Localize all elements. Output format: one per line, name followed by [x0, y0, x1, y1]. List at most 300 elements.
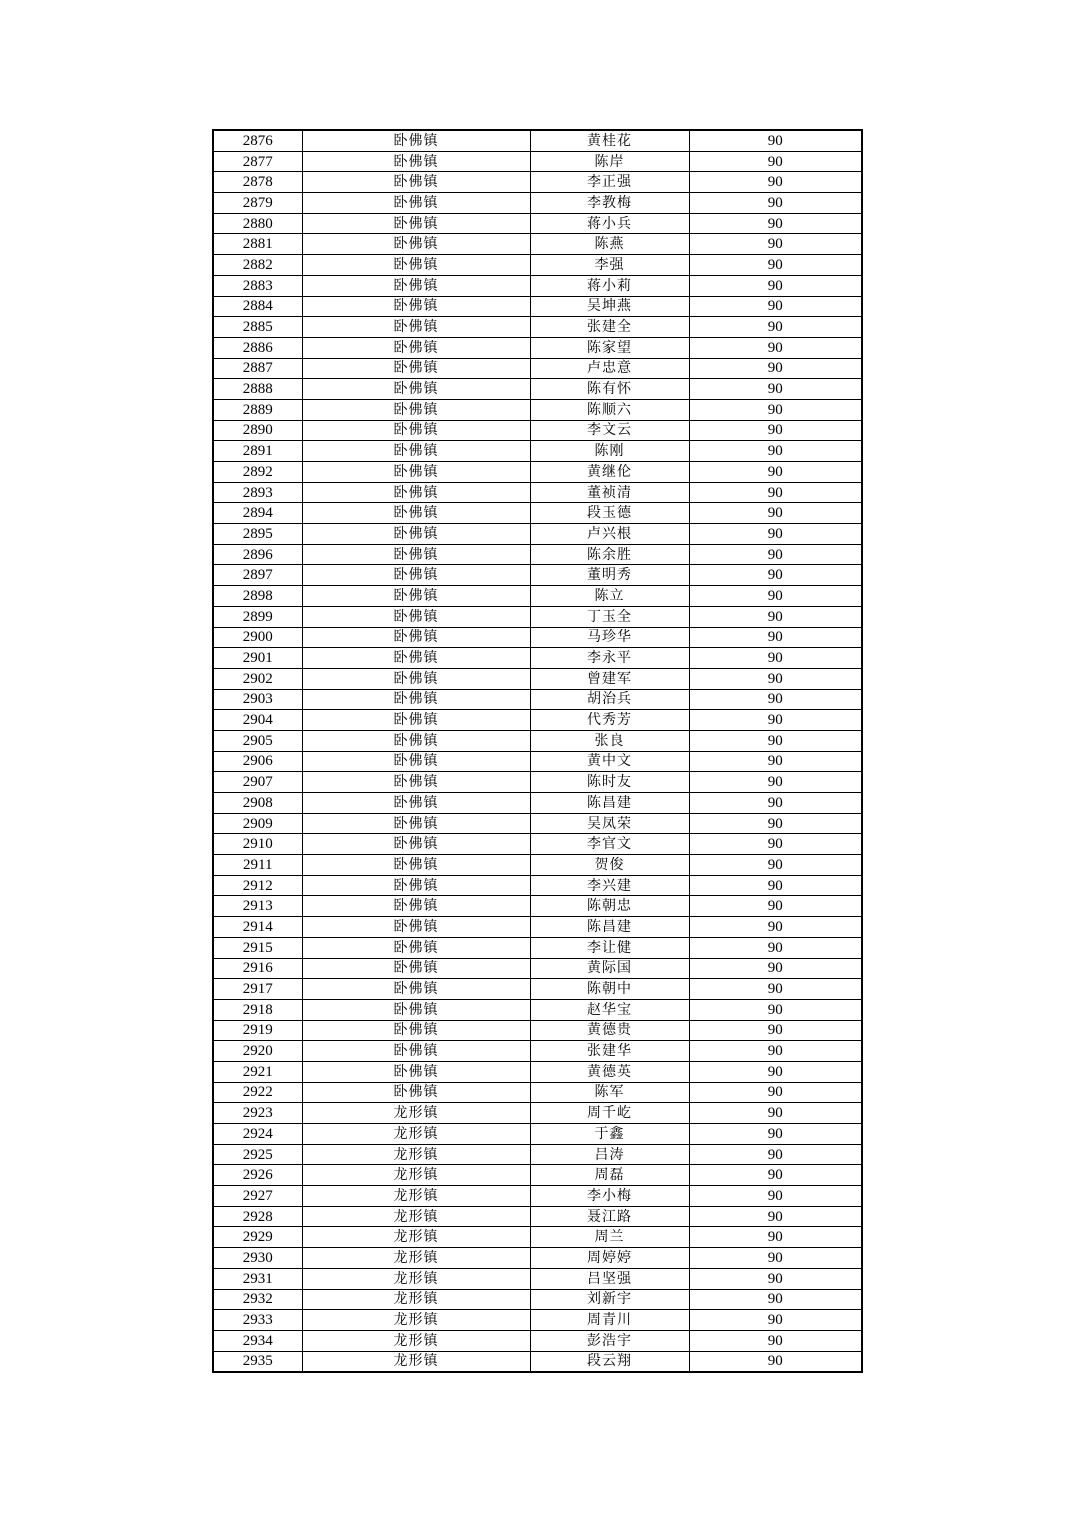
name-cell: 刘新宇 — [530, 1289, 689, 1310]
score-cell: 90 — [689, 379, 862, 400]
score-cell: 90 — [689, 1082, 862, 1103]
name-cell: 李兴建 — [530, 875, 689, 896]
table-row — [213, 441, 862, 462]
row-number-cell: 2876 — [213, 130, 302, 151]
table-row — [213, 937, 862, 958]
name-cell: 黄德贵 — [530, 1020, 689, 1041]
town-cell: 龙形镇 — [302, 1351, 530, 1372]
row-number-cell: 2894 — [213, 503, 302, 524]
table-row — [213, 1103, 862, 1124]
name-cell: 于鑫 — [530, 1124, 689, 1145]
table-row — [213, 358, 862, 379]
name-cell: 张良 — [530, 730, 689, 751]
name-cell: 段玉德 — [530, 503, 689, 524]
town-cell: 卧佛镇 — [302, 979, 530, 1000]
name-cell: 黄中文 — [530, 751, 689, 772]
town-cell: 卧佛镇 — [302, 813, 530, 834]
row-number-cell: 2906 — [213, 751, 302, 772]
name-cell: 周千屹 — [530, 1103, 689, 1124]
row-number-cell: 2923 — [213, 1103, 302, 1124]
row-number-cell: 2914 — [213, 917, 302, 938]
score-cell: 90 — [689, 255, 862, 276]
row-number-cell: 2880 — [213, 213, 302, 234]
name-cell: 周兰 — [530, 1227, 689, 1248]
score-cell: 90 — [689, 1248, 862, 1269]
table-row — [213, 337, 862, 358]
name-cell: 周磊 — [530, 1165, 689, 1186]
row-number-cell: 2930 — [213, 1248, 302, 1269]
name-cell: 陈朝忠 — [530, 896, 689, 917]
name-cell: 彭浩宇 — [530, 1330, 689, 1351]
name-cell: 胡治兵 — [530, 689, 689, 710]
name-cell: 李正强 — [530, 172, 689, 193]
town-cell: 卧佛镇 — [302, 503, 530, 524]
town-cell: 卧佛镇 — [302, 710, 530, 731]
name-cell: 陈岸 — [530, 151, 689, 172]
score-cell: 90 — [689, 1268, 862, 1289]
table-row — [213, 875, 862, 896]
town-cell: 卧佛镇 — [302, 130, 530, 151]
town-cell: 卧佛镇 — [302, 255, 530, 276]
score-cell: 90 — [689, 710, 862, 731]
row-number-cell: 2877 — [213, 151, 302, 172]
row-number-cell: 2881 — [213, 234, 302, 255]
score-cell: 90 — [689, 482, 862, 503]
row-number-cell: 2886 — [213, 337, 302, 358]
table-row — [213, 172, 862, 193]
town-cell: 卧佛镇 — [302, 275, 530, 296]
score-cell: 90 — [689, 689, 862, 710]
row-number-cell: 2887 — [213, 358, 302, 379]
row-number-cell: 2905 — [213, 730, 302, 751]
score-cell: 90 — [689, 999, 862, 1020]
score-cell: 90 — [689, 958, 862, 979]
town-cell: 卧佛镇 — [302, 627, 530, 648]
table-row — [213, 751, 862, 772]
table-row — [213, 999, 862, 1020]
row-number-cell: 2898 — [213, 586, 302, 607]
name-cell: 陈顺六 — [530, 399, 689, 420]
row-number-cell: 2932 — [213, 1289, 302, 1310]
row-number-cell: 2929 — [213, 1227, 302, 1248]
row-number-cell: 2933 — [213, 1310, 302, 1331]
name-cell: 蒋小兵 — [530, 213, 689, 234]
row-number-cell: 2922 — [213, 1082, 302, 1103]
town-cell: 卧佛镇 — [302, 668, 530, 689]
table-row — [213, 1082, 862, 1103]
town-cell: 卧佛镇 — [302, 730, 530, 751]
name-cell: 张建华 — [530, 1041, 689, 1062]
row-number-cell: 2888 — [213, 379, 302, 400]
row-number-cell: 2909 — [213, 813, 302, 834]
town-cell: 卧佛镇 — [302, 193, 530, 214]
roster-table-body — [213, 130, 862, 1372]
town-cell: 卧佛镇 — [302, 834, 530, 855]
row-number-cell: 2889 — [213, 399, 302, 420]
town-cell: 卧佛镇 — [302, 317, 530, 338]
name-cell: 卢兴根 — [530, 524, 689, 545]
name-cell: 李让健 — [530, 937, 689, 958]
town-cell: 卧佛镇 — [302, 855, 530, 876]
row-number-cell: 2896 — [213, 544, 302, 565]
row-number-cell: 2921 — [213, 1061, 302, 1082]
score-cell: 90 — [689, 1103, 862, 1124]
town-cell: 卧佛镇 — [302, 648, 530, 669]
name-cell: 李永平 — [530, 648, 689, 669]
score-cell: 90 — [689, 1041, 862, 1062]
name-cell: 吕涛 — [530, 1144, 689, 1165]
row-number-cell: 2926 — [213, 1165, 302, 1186]
table-row — [213, 586, 862, 607]
score-cell: 90 — [689, 1289, 862, 1310]
score-cell: 90 — [689, 813, 862, 834]
score-cell: 90 — [689, 896, 862, 917]
town-cell: 卧佛镇 — [302, 1020, 530, 1041]
town-cell: 卧佛镇 — [302, 586, 530, 607]
name-cell: 董明秀 — [530, 565, 689, 586]
table-row — [213, 1248, 862, 1269]
name-cell: 李教梅 — [530, 193, 689, 214]
name-cell: 贺俊 — [530, 855, 689, 876]
town-cell: 龙形镇 — [302, 1268, 530, 1289]
town-cell: 龙形镇 — [302, 1206, 530, 1227]
table-row — [213, 1310, 862, 1331]
table-row — [213, 1206, 862, 1227]
row-number-cell: 2928 — [213, 1206, 302, 1227]
table-row — [213, 462, 862, 483]
table-row — [213, 772, 862, 793]
table-row — [213, 296, 862, 317]
row-number-cell: 2913 — [213, 896, 302, 917]
name-cell: 黄德英 — [530, 1061, 689, 1082]
name-cell: 张建全 — [530, 317, 689, 338]
table-row — [213, 793, 862, 814]
name-cell: 李文云 — [530, 420, 689, 441]
name-cell: 董祯清 — [530, 482, 689, 503]
table-row — [213, 275, 862, 296]
town-cell: 卧佛镇 — [302, 689, 530, 710]
score-cell: 90 — [689, 275, 862, 296]
score-cell: 90 — [689, 751, 862, 772]
town-cell: 卧佛镇 — [302, 482, 530, 503]
score-cell: 90 — [689, 462, 862, 483]
score-cell: 90 — [689, 1351, 862, 1372]
town-cell: 龙形镇 — [302, 1103, 530, 1124]
score-cell: 90 — [689, 668, 862, 689]
score-cell: 90 — [689, 524, 862, 545]
town-cell: 卧佛镇 — [302, 917, 530, 938]
name-cell: 吴坤燕 — [530, 296, 689, 317]
town-cell: 卧佛镇 — [302, 606, 530, 627]
table-row — [213, 255, 862, 276]
name-cell: 陈刚 — [530, 441, 689, 462]
town-cell: 卧佛镇 — [302, 999, 530, 1020]
row-number-cell: 2900 — [213, 627, 302, 648]
score-cell: 90 — [689, 317, 862, 338]
table-row — [213, 979, 862, 1000]
town-cell: 龙形镇 — [302, 1330, 530, 1351]
table-row — [213, 958, 862, 979]
score-cell: 90 — [689, 1310, 862, 1331]
roster-table — [212, 129, 863, 1373]
score-cell: 90 — [689, 855, 862, 876]
table-row — [213, 1227, 862, 1248]
table-row — [213, 896, 862, 917]
town-cell: 卧佛镇 — [302, 1082, 530, 1103]
table-row — [213, 1330, 862, 1351]
name-cell: 李官文 — [530, 834, 689, 855]
town-cell: 龙形镇 — [302, 1289, 530, 1310]
row-number-cell: 2879 — [213, 193, 302, 214]
row-number-cell: 2917 — [213, 979, 302, 1000]
name-cell: 蒋小莉 — [530, 275, 689, 296]
score-cell: 90 — [689, 337, 862, 358]
table-row — [213, 317, 862, 338]
row-number-cell: 2910 — [213, 834, 302, 855]
row-number-cell: 2912 — [213, 875, 302, 896]
name-cell: 陈家望 — [530, 337, 689, 358]
town-cell: 卧佛镇 — [302, 296, 530, 317]
score-cell: 90 — [689, 1330, 862, 1351]
score-cell: 90 — [689, 834, 862, 855]
table-row — [213, 544, 862, 565]
town-cell: 龙形镇 — [302, 1165, 530, 1186]
town-cell: 卧佛镇 — [302, 1061, 530, 1082]
name-cell: 周青川 — [530, 1310, 689, 1331]
score-cell: 90 — [689, 1227, 862, 1248]
row-number-cell: 2925 — [213, 1144, 302, 1165]
name-cell: 周婷婷 — [530, 1248, 689, 1269]
row-number-cell: 2895 — [213, 524, 302, 545]
row-number-cell: 2903 — [213, 689, 302, 710]
row-number-cell: 2885 — [213, 317, 302, 338]
table-row — [213, 1289, 862, 1310]
score-cell: 90 — [689, 1061, 862, 1082]
row-number-cell: 2882 — [213, 255, 302, 276]
name-cell: 段云翔 — [530, 1351, 689, 1372]
name-cell: 黄继伦 — [530, 462, 689, 483]
table-row — [213, 420, 862, 441]
name-cell: 陈昌建 — [530, 917, 689, 938]
score-cell: 90 — [689, 1186, 862, 1207]
row-number-cell: 2934 — [213, 1330, 302, 1351]
table-row — [213, 234, 862, 255]
score-cell: 90 — [689, 544, 862, 565]
town-cell: 卧佛镇 — [302, 1041, 530, 1062]
row-number-cell: 2890 — [213, 420, 302, 441]
score-cell: 90 — [689, 606, 862, 627]
table-row — [213, 668, 862, 689]
table-row — [213, 1186, 862, 1207]
score-cell: 90 — [689, 503, 862, 524]
town-cell: 卧佛镇 — [302, 358, 530, 379]
table-row — [213, 1144, 862, 1165]
row-number-cell: 2919 — [213, 1020, 302, 1041]
table-row — [213, 1041, 862, 1062]
score-cell: 90 — [689, 1020, 862, 1041]
table-row — [213, 482, 862, 503]
score-cell: 90 — [689, 565, 862, 586]
town-cell: 龙形镇 — [302, 1248, 530, 1269]
table-row — [213, 710, 862, 731]
town-cell: 卧佛镇 — [302, 379, 530, 400]
row-number-cell: 2924 — [213, 1124, 302, 1145]
row-number-cell: 2901 — [213, 648, 302, 669]
town-cell: 卧佛镇 — [302, 896, 530, 917]
score-cell: 90 — [689, 730, 862, 751]
row-number-cell: 2915 — [213, 937, 302, 958]
row-number-cell: 2927 — [213, 1186, 302, 1207]
score-cell: 90 — [689, 172, 862, 193]
score-cell: 90 — [689, 875, 862, 896]
town-cell: 卧佛镇 — [302, 234, 530, 255]
score-cell: 90 — [689, 772, 862, 793]
town-cell: 卧佛镇 — [302, 875, 530, 896]
table-row — [213, 565, 862, 586]
town-cell: 卧佛镇 — [302, 337, 530, 358]
town-cell: 卧佛镇 — [302, 441, 530, 462]
score-cell: 90 — [689, 399, 862, 420]
score-cell: 90 — [689, 234, 862, 255]
table-row — [213, 213, 862, 234]
town-cell: 卧佛镇 — [302, 420, 530, 441]
table-row — [213, 1061, 862, 1082]
name-cell: 赵华宝 — [530, 999, 689, 1020]
row-number-cell: 2893 — [213, 482, 302, 503]
table-row — [213, 834, 862, 855]
name-cell: 曾建军 — [530, 668, 689, 689]
score-cell: 90 — [689, 130, 862, 151]
table-row — [213, 399, 862, 420]
name-cell: 李小梅 — [530, 1186, 689, 1207]
row-number-cell: 2907 — [213, 772, 302, 793]
table-row — [213, 1124, 862, 1145]
row-number-cell: 2935 — [213, 1351, 302, 1372]
table-row — [213, 1268, 862, 1289]
row-number-cell: 2916 — [213, 958, 302, 979]
row-number-cell: 2908 — [213, 793, 302, 814]
score-cell: 90 — [689, 1124, 862, 1145]
table-row — [213, 1351, 862, 1372]
score-cell: 90 — [689, 917, 862, 938]
name-cell: 陈立 — [530, 586, 689, 607]
score-cell: 90 — [689, 627, 862, 648]
score-cell: 90 — [689, 1165, 862, 1186]
score-cell: 90 — [689, 793, 862, 814]
table-row — [213, 1020, 862, 1041]
name-cell: 陈有怀 — [530, 379, 689, 400]
row-number-cell: 2920 — [213, 1041, 302, 1062]
town-cell: 卧佛镇 — [302, 565, 530, 586]
table-row — [213, 689, 862, 710]
name-cell: 陈军 — [530, 1082, 689, 1103]
town-cell: 卧佛镇 — [302, 462, 530, 483]
table-row — [213, 524, 862, 545]
score-cell: 90 — [689, 441, 862, 462]
table-row — [213, 917, 862, 938]
table-row — [213, 379, 862, 400]
row-number-cell: 2892 — [213, 462, 302, 483]
town-cell: 卧佛镇 — [302, 213, 530, 234]
row-number-cell: 2878 — [213, 172, 302, 193]
town-cell: 龙形镇 — [302, 1186, 530, 1207]
score-cell: 90 — [689, 358, 862, 379]
row-number-cell: 2897 — [213, 565, 302, 586]
row-number-cell: 2902 — [213, 668, 302, 689]
score-cell: 90 — [689, 1144, 862, 1165]
town-cell: 卧佛镇 — [302, 751, 530, 772]
table-row — [213, 151, 862, 172]
table-row — [213, 813, 862, 834]
name-cell: 丁玉全 — [530, 606, 689, 627]
score-cell: 90 — [689, 296, 862, 317]
name-cell: 陈时友 — [530, 772, 689, 793]
score-cell: 90 — [689, 979, 862, 1000]
name-cell: 聂江路 — [530, 1206, 689, 1227]
row-number-cell: 2884 — [213, 296, 302, 317]
row-number-cell: 2911 — [213, 855, 302, 876]
town-cell: 卧佛镇 — [302, 151, 530, 172]
town-cell: 卧佛镇 — [302, 172, 530, 193]
town-cell: 龙形镇 — [302, 1124, 530, 1145]
town-cell: 卧佛镇 — [302, 958, 530, 979]
score-cell: 90 — [689, 1206, 862, 1227]
name-cell: 李强 — [530, 255, 689, 276]
name-cell: 黄际国 — [530, 958, 689, 979]
table-row — [213, 503, 862, 524]
name-cell: 马珍华 — [530, 627, 689, 648]
score-cell: 90 — [689, 586, 862, 607]
table-row — [213, 130, 862, 151]
table-row — [213, 855, 862, 876]
town-cell: 卧佛镇 — [302, 524, 530, 545]
town-cell: 卧佛镇 — [302, 544, 530, 565]
score-cell: 90 — [689, 213, 862, 234]
name-cell: 吕坚强 — [530, 1268, 689, 1289]
town-cell: 龙形镇 — [302, 1310, 530, 1331]
name-cell: 黄桂花 — [530, 130, 689, 151]
table-row — [213, 606, 862, 627]
table-row — [213, 730, 862, 751]
name-cell: 吴凤荣 — [530, 813, 689, 834]
score-cell: 90 — [689, 420, 862, 441]
name-cell: 卢忠意 — [530, 358, 689, 379]
town-cell: 龙形镇 — [302, 1227, 530, 1248]
row-number-cell: 2899 — [213, 606, 302, 627]
row-number-cell: 2891 — [213, 441, 302, 462]
name-cell: 代秀芳 — [530, 710, 689, 731]
score-cell: 90 — [689, 193, 862, 214]
score-cell: 90 — [689, 151, 862, 172]
name-cell: 陈朝中 — [530, 979, 689, 1000]
score-cell: 90 — [689, 648, 862, 669]
row-number-cell: 2904 — [213, 710, 302, 731]
town-cell: 卧佛镇 — [302, 399, 530, 420]
town-cell: 卧佛镇 — [302, 793, 530, 814]
name-cell: 陈燕 — [530, 234, 689, 255]
town-cell: 龙形镇 — [302, 1144, 530, 1165]
town-cell: 卧佛镇 — [302, 937, 530, 958]
town-cell: 卧佛镇 — [302, 772, 530, 793]
name-cell: 陈昌建 — [530, 793, 689, 814]
row-number-cell: 2918 — [213, 999, 302, 1020]
table-row — [213, 627, 862, 648]
row-number-cell: 2883 — [213, 275, 302, 296]
name-cell: 陈余胜 — [530, 544, 689, 565]
score-cell: 90 — [689, 937, 862, 958]
table-row — [213, 1165, 862, 1186]
table-row — [213, 648, 862, 669]
